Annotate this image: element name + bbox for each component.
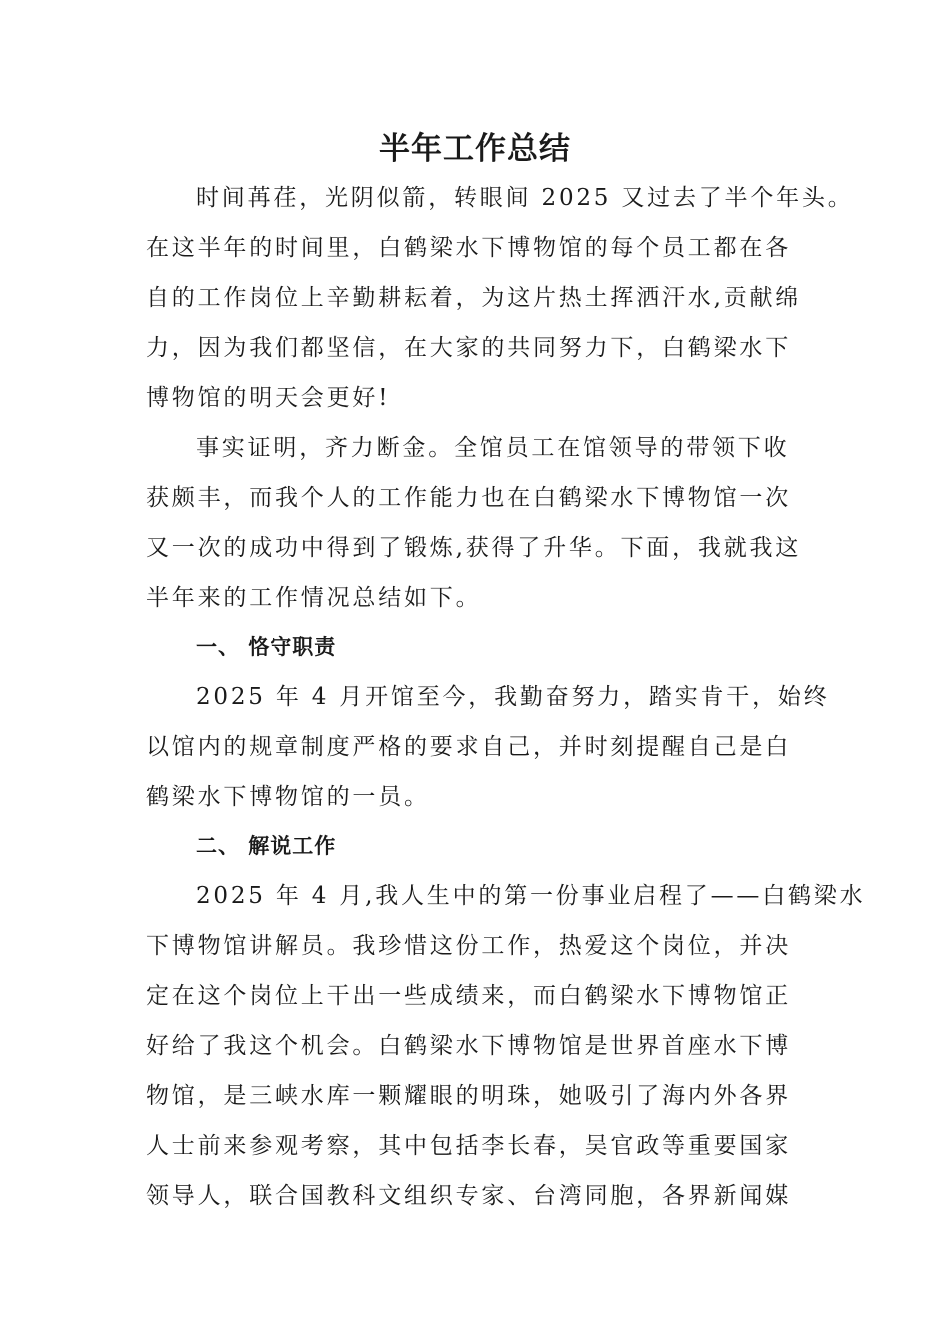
paragraph-2-line-1: 事实证明，齐力断金。全馆员工在馆领导的带领下收 [196,435,790,461]
paragraph-4-line-1: 2025 年 4 月,我人生中的第一份事业启程了——白鹤梁水 [196,883,866,909]
paragraph-1-line-1: 时间苒荏，光阴似箭，转眼间 2025 又过去了半个年头。 [196,185,854,211]
paragraph-1-line-4: 力，因为我们都坚信，在大家的共同努力下，白鹤梁水下 [146,335,791,361]
paragraph-2-line-3: 又一次的成功中得到了锻炼,获得了升华。下面，我就我这 [146,535,802,561]
paragraph-3-line-1: 2025 年 4 月开馆至今，我勤奋努力，踏实肯干，始终 [196,684,830,710]
paragraph-1-line-5: 博物馆的明天会更好! [146,385,391,411]
section-heading-2: 二、 解说工作 [196,834,337,858]
section-heading-1: 一、 恪守职责 [196,635,337,659]
paragraph-1-line-2: 在这半年的时间里，白鹤梁水下博物馆的每个员工都在各 [146,235,791,261]
paragraph-4-line-5: 物馆，是三峡水库一颗耀眼的明珠，她吸引了海内外各界 [146,1083,791,1109]
paragraph-2-line-2: 获颇丰，而我个人的工作能力也在白鹤梁水下博物馆一次 [146,485,791,511]
paragraph-2-line-4: 半年来的工作情况总结如下。 [146,585,482,611]
document-title: 半年工作总结 [379,131,571,167]
paragraph-4-line-4: 好给了我这个机会。白鹤梁水下博物馆是世界首座水下博 [146,1033,791,1059]
paragraph-1-line-3: 自的工作岗位上辛勤耕耘着，为这片热土挥洒汗水,贡献绵 [146,285,802,311]
paragraph-3-line-2: 以馆内的规章制度严格的要求自己，并时刻提醒自己是白 [146,734,791,760]
paragraph-3-line-3: 鹤梁水下博物馆的一员。 [146,784,430,810]
paragraph-4-line-6: 人士前来参观考察，其中包括李长春，吴官政等重要国家 [146,1133,791,1159]
paragraph-4-line-3: 定在这个岗位上干出一些成绩来，而白鹤梁水下博物馆正 [146,983,791,1009]
paragraph-4-line-2: 下博物馆讲解员。我珍惜这份工作，热爱这个岗位，并决 [146,933,791,959]
paragraph-4-line-7: 领导人，联合国教科文组织专家、台湾同胞，各界新闻媒 [146,1183,791,1209]
